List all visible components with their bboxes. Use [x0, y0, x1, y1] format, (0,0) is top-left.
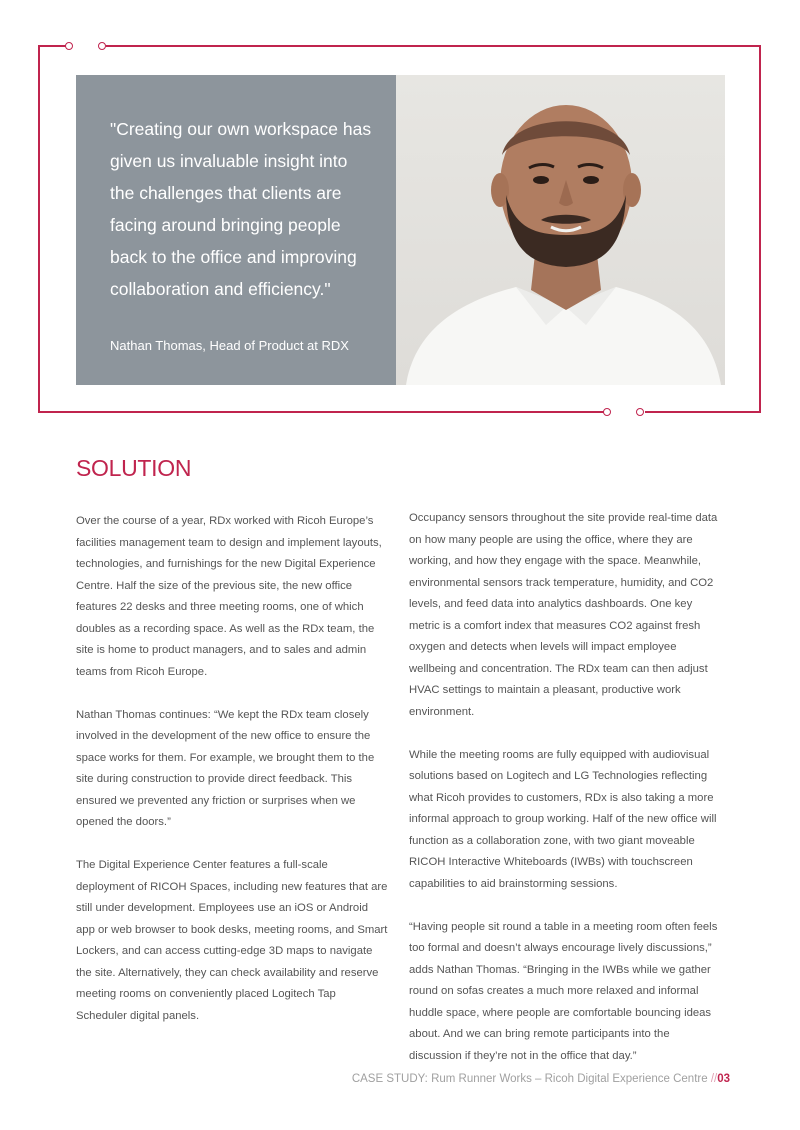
left-text-column: [76, 511, 388, 1049]
paragraph: Over the course of a year, RDx worked with Ricoh Europe’s facilities management team to design and implement layouts, technologies, and furnishings for the new Digital Experience Centre. Half the size of the previous site, the new office features 22 desks and three meeting rooms, one of which doubles as a recording space. As well as the RDx team, the site is home to product managers, and to sales and admin teams from Ricoh Europe.: [76, 515, 382, 678]
frame-dot: [603, 408, 611, 416]
paragraph: Occupancy sensors throughout the site provide real-time data on how many people are using the office, where they are working, and how they engage with the space. Meanwhile, environmental sensors track temperature, humidity, and CO2 levels, and feed data into analytics dashboards. One key metric is a comfort index that measures CO2 against fresh oxygen and detects when levels will impact employee wellbeing and concentration. The RDx team can then adjust HVAC settings to maintain a pleasant, productive work environment.: [409, 512, 718, 718]
frame-left-line: [38, 45, 40, 413]
page-footer: [352, 1073, 730, 1085]
paragraph: While the meeting rooms are fully equipped with audiovisual solutions based on Logitech and LG Technologies reflecting what Ricoh provides to customers, RDx is also taking a more informal approach to group working. Half of the new office will function as a collaboration zone, with two giant moveable RICOH Interactive Whiteboards (IWBs) with touchscreen capabilities to aid brainstorming sessions.: [409, 748, 717, 890]
frame-right-line: [759, 45, 761, 413]
quote-panel: [76, 75, 396, 385]
quote-text: "Creating our own workspace has given us invaluable insight into the challenges that clients are facing around bringing people back to the office and improving collaboration and efficiency.": [110, 119, 372, 299]
frame-bottom-line-left: [38, 411, 604, 413]
footer-separator: //: [710, 1073, 718, 1085]
portrait-photo: [396, 75, 725, 385]
section-heading: SOLUTION: [76, 455, 192, 481]
right-text-column: [409, 508, 721, 1089]
paragraph: “Having people sit round a table in a meeting room often feels too formal and doesn’t always encourage lively discussions,” adds Nathan Thomas. “Bringing in the IWBs while we gather round on sofas creates a much more relaxed and informal huddle space, where people are comfortable bouncing ideas about. And we can bring remote participants into the discussion if they’re not in the office that day.”: [409, 920, 718, 1062]
frame-top-line-right: [106, 45, 761, 47]
portrait-illustration: [396, 75, 725, 385]
frame-top-line-left: [38, 45, 66, 47]
paragraph: The Digital Experience Center features a full-scale deployment of RICOH Spaces, including new features that are still under development. Employees use an iOS or Android app or web browser to book desks, meeting rooms, and Smart Lockers, and can access cutting-edge 3D maps to navigate the site. Alternatively, they can check availability and reserve meeting rooms on conveniently placed Logitech Tap Scheduler digital panels.: [76, 859, 388, 1022]
paragraph: Nathan Thomas continues: “We kept the RDx team closely involved in the development of the new office to ensure the space works for them. For example, we brought them to the site during construction to provide direct feedback. This ensured we prevented any friction or surprises when we opened the doors.”: [76, 708, 375, 828]
quote-attribution: Nathan Thomas, Head of Product at RDX: [110, 338, 349, 353]
frame-dot: [98, 42, 106, 50]
frame-dot: [636, 408, 644, 416]
page-number: 03: [717, 1073, 730, 1085]
frame-dot: [65, 42, 73, 50]
frame-bottom-line-right: [645, 411, 761, 413]
footer-label: CASE STUDY: Rum Runner Works – Ricoh Digital Experience Centre: [351, 1073, 708, 1085]
